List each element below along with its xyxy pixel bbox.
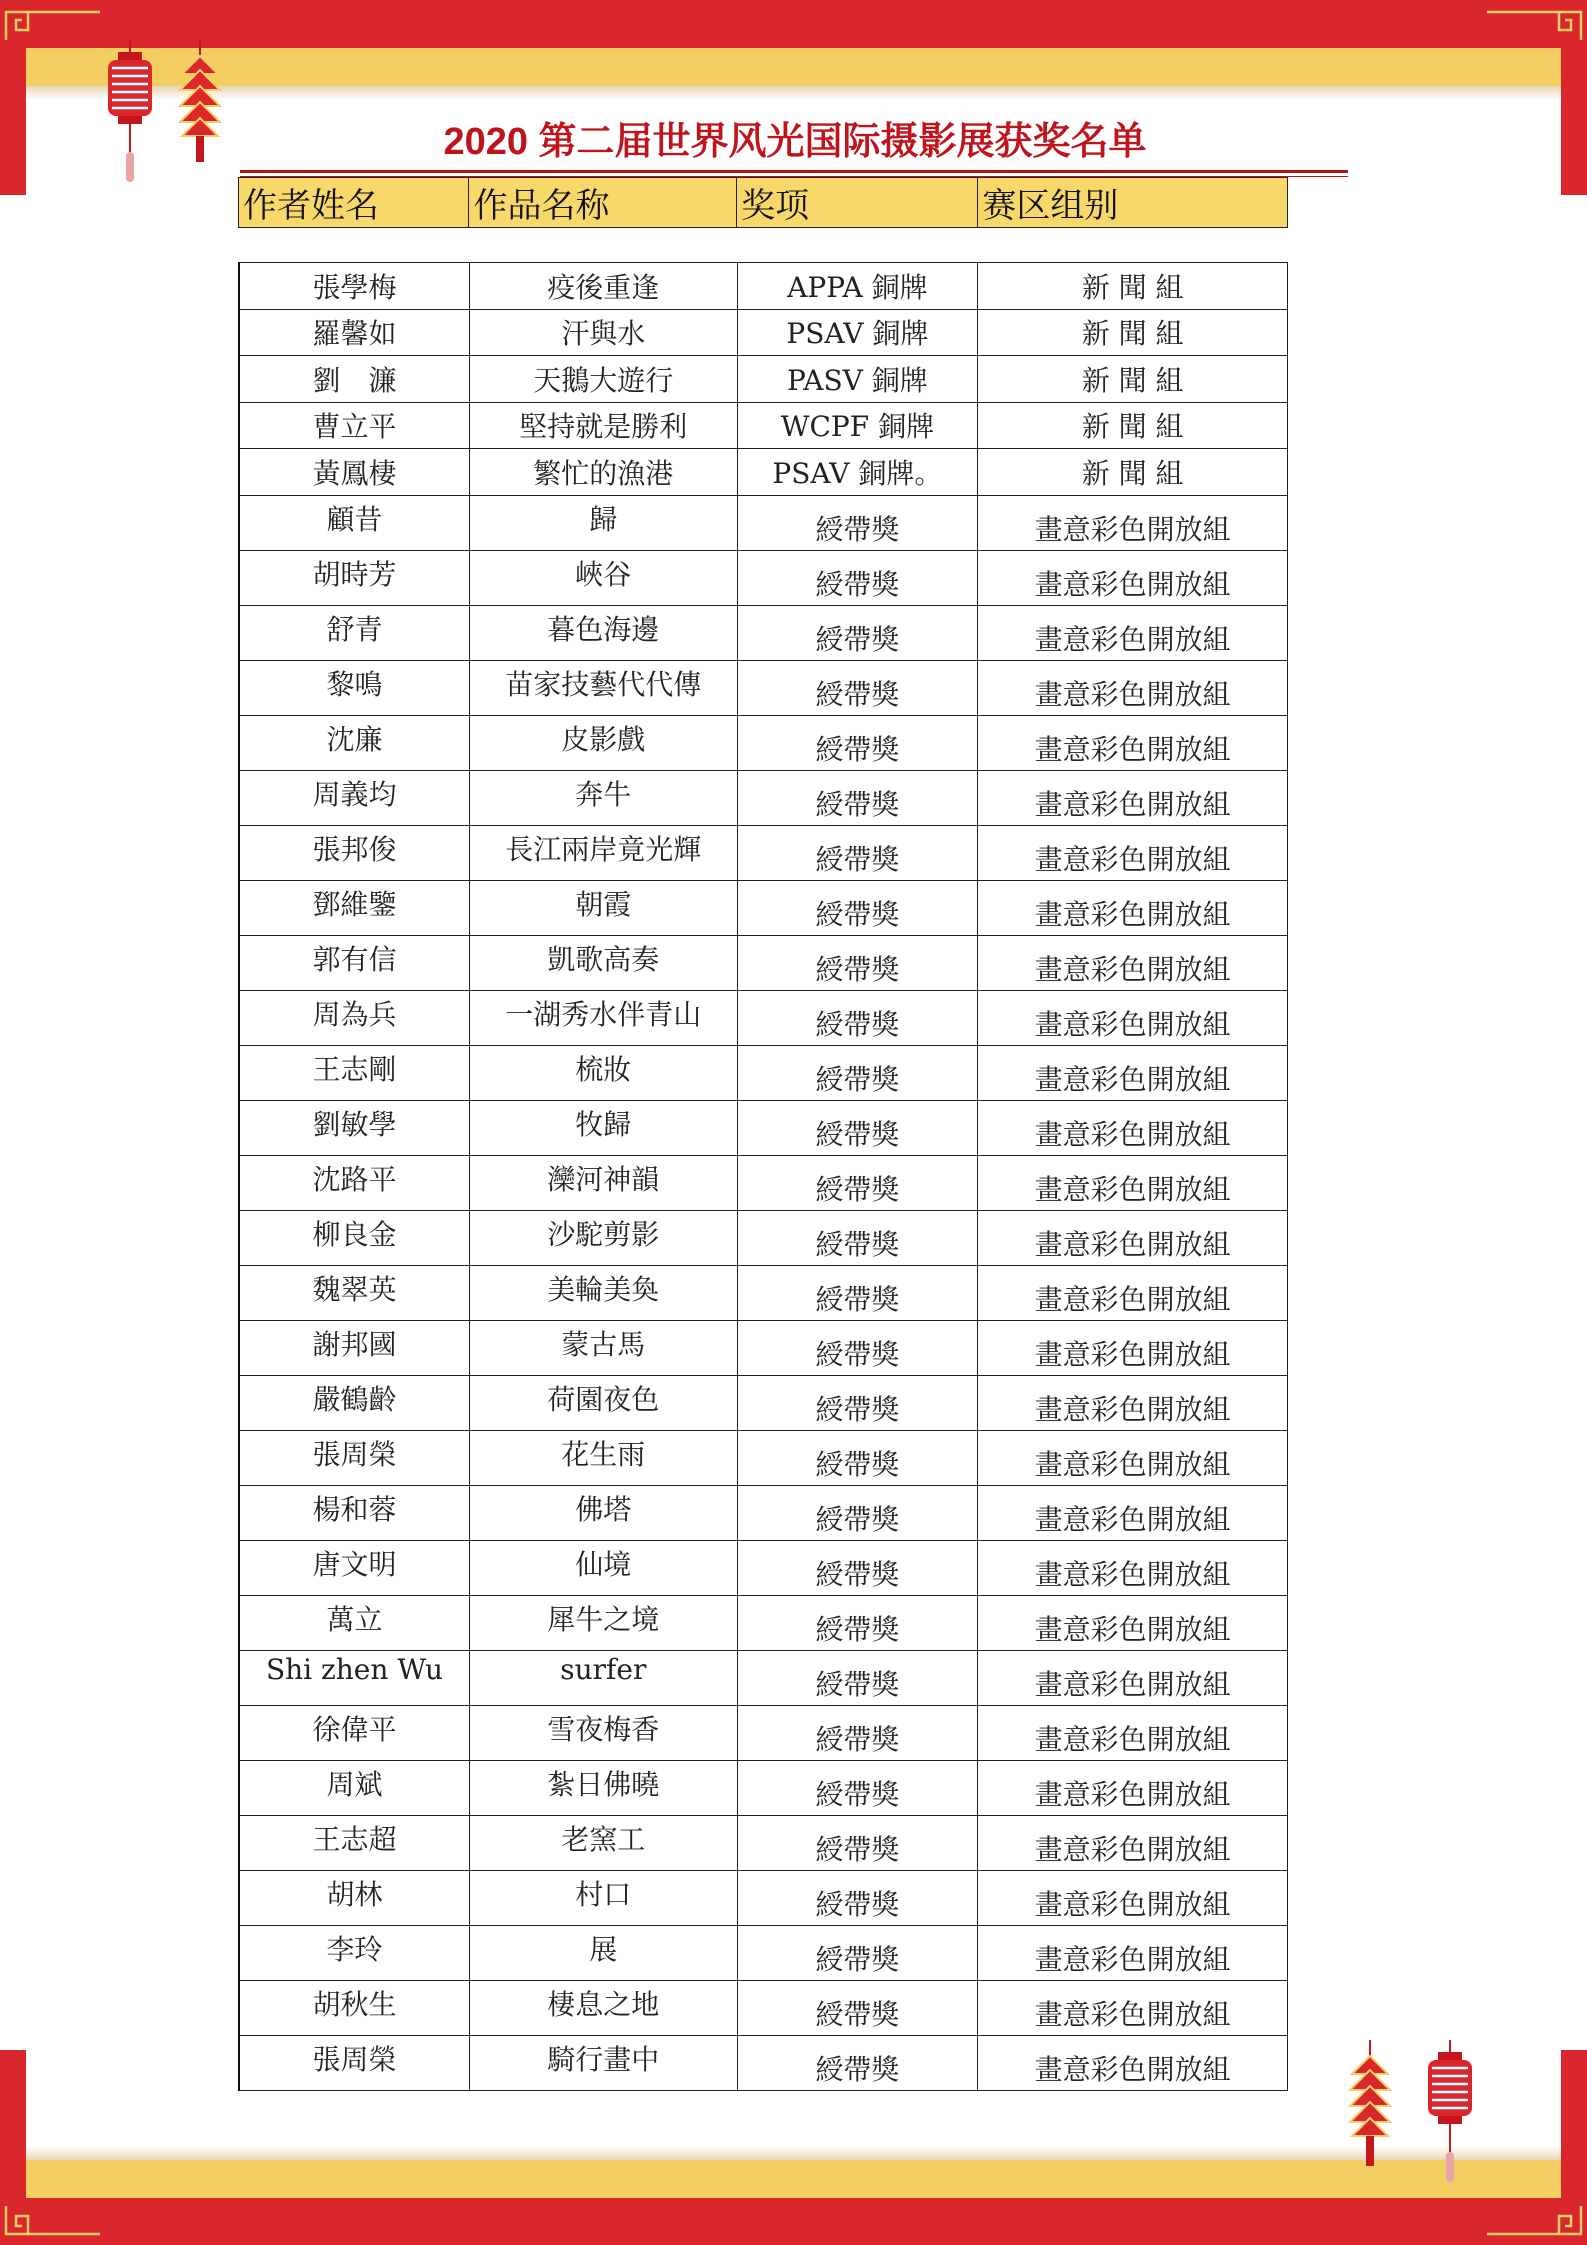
fretwork-ornament-icon [4,6,104,46]
group-cell: 畫意彩色開放組 [978,1485,1288,1540]
author-cell: 沈路平 [239,1155,469,1210]
group-cell: 新 聞 組 [978,309,1288,356]
group-cell: 畫意彩色開放組 [978,660,1288,715]
frame-top-gold-band [26,48,1561,86]
author-cell: Shi zhen Wu [239,1650,469,1705]
frame-bottom-band [0,2198,1587,2245]
work-cell: 奔牛 [469,770,737,825]
author-cell: 唐文明 [239,1540,469,1595]
table-row [239,1430,1288,1485]
group-cell: 畫意彩色開放組 [978,1870,1288,1925]
table-row [239,715,1288,770]
award-cell: 綬帶獎 [737,1485,978,1540]
table-row [239,660,1288,715]
work-cell: 朝霞 [469,880,737,935]
table-row [239,449,1288,496]
title-underline [240,170,1348,173]
award-cell: 綬帶獎 [737,1925,978,1980]
table-row [239,1375,1288,1430]
award-cell: APPA 銅牌 [737,263,978,310]
group-cell: 畫意彩色開放組 [978,1925,1288,1980]
author-cell: 胡林 [239,1870,469,1925]
work-cell: 沙駝剪影 [469,1210,737,1265]
table-row [239,1485,1288,1540]
award-cell: 綬帶獎 [737,1595,978,1650]
work-cell: 荷園夜色 [469,1375,737,1430]
group-cell: 畫意彩色開放組 [978,825,1288,880]
award-cell: 綬帶獎 [737,1375,978,1430]
author-cell: 王志超 [239,1815,469,1870]
table-row [239,1100,1288,1155]
work-cell: 村口 [469,1870,737,1925]
author-cell: 顧昔 [239,495,469,550]
award-cell: 綬帶獎 [737,1155,978,1210]
author-cell: 楊和蓉 [239,1485,469,1540]
work-cell: 苗家技藝代代傳 [469,660,737,715]
award-cell: 綬帶獎 [737,935,978,990]
table-row [239,1760,1288,1815]
award-cell: 綬帶獎 [737,1265,978,1320]
group-cell: 畫意彩色開放組 [978,550,1288,605]
header-group: 赛区组别 [978,178,1288,228]
group-cell: 新 聞 組 [978,263,1288,310]
work-cell: 老窯工 [469,1815,737,1870]
author-cell: 周斌 [239,1760,469,1815]
table-row [239,1210,1288,1265]
work-cell: 皮影戲 [469,715,737,770]
award-cell: 綬帶獎 [737,1100,978,1155]
work-cell: 疫後重逢 [469,263,737,310]
award-cell: 綬帶獎 [737,550,978,605]
work-cell: 一湖秀水伴青山 [469,990,737,1045]
work-cell: 仙境 [469,1540,737,1595]
award-cell: 綬帶獎 [737,1430,978,1485]
table-row [239,263,1288,310]
group-cell: 新 聞 組 [978,402,1288,449]
group-cell: 新 聞 組 [978,449,1288,496]
table-row [239,402,1288,449]
author-cell: 沈廉 [239,715,469,770]
frame-top-shadow [26,86,1561,100]
group-cell: 畫意彩色開放組 [978,1045,1288,1100]
group-cell: 畫意彩色開放組 [978,1760,1288,1815]
header-author: 作者姓名 [239,178,469,228]
work-cell: 棲息之地 [469,1980,737,2035]
group-cell: 畫意彩色開放組 [978,1320,1288,1375]
work-cell: 凱歌高奏 [469,935,737,990]
table-row [239,550,1288,605]
author-cell: 張周榮 [239,1430,469,1485]
author-cell: 羅馨如 [239,309,469,356]
author-cell: 郭有信 [239,935,469,990]
table-row [239,1815,1288,1870]
work-cell: 騎行畫中 [469,2035,737,2090]
author-cell: 王志剛 [239,1045,469,1100]
author-cell: 黃鳳棲 [239,449,469,496]
group-cell: 畫意彩色開放組 [978,770,1288,825]
header-work: 作品名称 [469,178,737,228]
table-row [239,2035,1288,2090]
author-cell: 胡時芳 [239,550,469,605]
table-row [239,825,1288,880]
author-cell: 黎鳴 [239,660,469,715]
work-cell: 天鵝大遊行 [469,356,737,403]
award-cell: 綬帶獎 [737,1705,978,1760]
award-cell: 綬帶獎 [737,605,978,660]
author-cell: 曹立平 [239,402,469,449]
work-cell: surfer [469,1650,737,1705]
award-cell: PSAV 銅牌。 [737,449,978,496]
award-cell: 綬帶獎 [737,880,978,935]
group-cell: 畫意彩色開放組 [978,1210,1288,1265]
work-cell: 花生雨 [469,1430,737,1485]
award-cell: 綬帶獎 [737,495,978,550]
fretwork-ornament-icon [1483,6,1583,46]
author-cell: 柳良金 [239,1210,469,1265]
page-title: 2020 第二届世界风光国际摄影展获奖名单 [443,121,1147,163]
table-row [239,1265,1288,1320]
author-cell: 胡秋生 [239,1980,469,2035]
award-cell: 綬帶獎 [737,1815,978,1870]
author-cell: 周義均 [239,770,469,825]
award-cell: 綬帶獎 [737,1980,978,2035]
work-cell: 佛塔 [469,1485,737,1540]
author-cell: 萬立 [239,1595,469,1650]
award-cell: 綬帶獎 [737,715,978,770]
author-cell: 張周榮 [239,2035,469,2090]
frame-top-band [0,0,1587,48]
award-cell: 綬帶獎 [737,825,978,880]
group-cell: 畫意彩色開放組 [978,495,1288,550]
work-cell: 展 [469,1925,737,1980]
author-cell: 劉 濂 [239,356,469,403]
group-cell: 畫意彩色開放組 [978,1815,1288,1870]
table-row [239,990,1288,1045]
table-row [239,309,1288,356]
table-row [239,1980,1288,2035]
group-cell: 畫意彩色開放組 [978,1980,1288,2035]
group-cell: 畫意彩色開放組 [978,1375,1288,1430]
table-row [239,1650,1288,1705]
table-row [239,1540,1288,1595]
table-row [239,880,1288,935]
award-cell: 綬帶獎 [737,1650,978,1705]
award-cell: PASV 銅牌 [737,356,978,403]
author-cell: 嚴鶴齡 [239,1375,469,1430]
group-cell: 畫意彩色開放組 [978,1155,1288,1210]
work-cell: 梳妝 [469,1045,737,1100]
author-cell: 魏翠英 [239,1265,469,1320]
lantern-icon [100,40,230,200]
fretwork-ornament-icon [1483,2200,1583,2240]
group-cell: 畫意彩色開放組 [978,1705,1288,1760]
table-row [239,605,1288,660]
author-cell: 劉敏學 [239,1100,469,1155]
award-cell: 綬帶獎 [737,1045,978,1100]
group-cell: 畫意彩色開放組 [978,1100,1288,1155]
award-cell: WCPF 銅牌 [737,402,978,449]
work-cell: 長江兩岸竟光輝 [469,825,737,880]
award-cell: 綬帶獎 [737,1320,978,1375]
table-row [239,1320,1288,1375]
work-cell: 灤河神韻 [469,1155,737,1210]
award-cell: 綬帶獎 [737,1760,978,1815]
work-cell: 繁忙的漁港 [469,449,737,496]
group-cell: 畫意彩色開放組 [978,935,1288,990]
author-cell: 張邦俊 [239,825,469,880]
author-cell: 徐偉平 [239,1705,469,1760]
award-cell: 綬帶獎 [737,1870,978,1925]
author-cell: 舒青 [239,605,469,660]
work-cell: 歸 [469,495,737,550]
group-cell: 畫意彩色開放組 [978,1265,1288,1320]
work-cell: 犀牛之境 [469,1595,737,1650]
award-cell: 綬帶獎 [737,660,978,715]
column-header [238,177,1288,228]
group-cell: 畫意彩色開放組 [978,2035,1288,2090]
author-cell: 周為兵 [239,990,469,1045]
table-row [239,1045,1288,1100]
group-cell: 畫意彩色開放組 [978,1430,1288,1485]
table-row [239,1925,1288,1980]
header-award: 奖项 [737,178,978,228]
work-cell: 牧歸 [469,1100,737,1155]
table-row [239,495,1288,550]
author-cell: 張學梅 [239,263,469,310]
table-row [239,1595,1288,1650]
table-row [239,356,1288,403]
table-row [239,1155,1288,1210]
author-cell: 鄧維鑒 [239,880,469,935]
group-cell: 畫意彩色開放組 [978,880,1288,935]
work-cell: 暮色海邊 [469,605,737,660]
group-cell: 畫意彩色開放組 [978,990,1288,1045]
work-cell: 堅持就是勝利 [469,402,737,449]
fretwork-ornament-icon [4,2200,104,2240]
group-cell: 畫意彩色開放組 [978,1650,1288,1705]
group-cell: 新 聞 組 [978,356,1288,403]
author-cell: 謝邦國 [239,1320,469,1375]
award-cell: 綬帶獎 [737,990,978,1045]
award-cell: 綬帶獎 [737,1210,978,1265]
table-row [239,1870,1288,1925]
group-cell: 畫意彩色開放組 [978,715,1288,770]
table-row [239,770,1288,825]
work-cell: 雪夜梅香 [469,1705,737,1760]
award-cell: 綬帶獎 [737,770,978,825]
awards-table [238,262,1288,2091]
table-row [239,935,1288,990]
work-cell: 蒙古馬 [469,1320,737,1375]
award-cell: PSAV 銅牌 [737,309,978,356]
author-cell: 李玲 [239,1925,469,1980]
work-cell: 紮日佛曉 [469,1760,737,1815]
group-cell: 畫意彩色開放組 [978,1595,1288,1650]
award-cell: 綬帶獎 [737,1540,978,1595]
lantern-icon [1330,2040,1490,2200]
work-cell: 峽谷 [469,550,737,605]
group-cell: 畫意彩色開放組 [978,605,1288,660]
work-cell: 汗與水 [469,309,737,356]
group-cell: 畫意彩色開放組 [978,1540,1288,1595]
table-row [239,1705,1288,1760]
award-cell: 綬帶獎 [737,2035,978,2090]
work-cell: 美輪美奐 [469,1265,737,1320]
